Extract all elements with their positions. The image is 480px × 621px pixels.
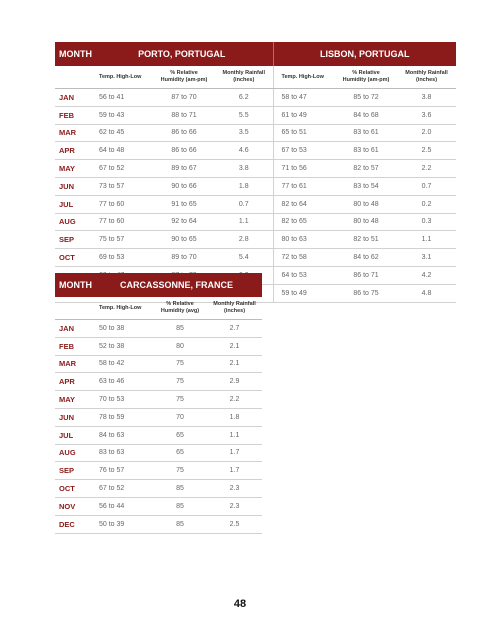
temp-cell: 61 to 49 bbox=[273, 106, 335, 124]
month-cell: AUG bbox=[55, 444, 91, 462]
rainfall-cell: 3.6 bbox=[397, 106, 456, 124]
temp-cell: 71 to 56 bbox=[273, 160, 335, 178]
rainfall-cell: 1.1 bbox=[397, 231, 456, 249]
humidity-cell: 85 bbox=[153, 480, 207, 498]
rainfall-cell: 2.1 bbox=[207, 337, 262, 355]
temp-cell: 59 to 49 bbox=[273, 284, 335, 302]
temp-cell: 67 to 52 bbox=[91, 160, 153, 178]
month-cell: AUG bbox=[55, 213, 91, 231]
table-row bbox=[55, 480, 262, 498]
subheader-rainfall: Monthly Rainfall (inches) bbox=[207, 297, 262, 320]
rainfall-cell: 0.7 bbox=[397, 177, 456, 195]
table-row bbox=[55, 160, 456, 178]
month-cell: MAY bbox=[55, 391, 91, 409]
temp-cell: 73 to 57 bbox=[91, 177, 153, 195]
month-cell: DEC bbox=[55, 515, 91, 533]
rainfall-cell: 2.2 bbox=[397, 160, 456, 178]
temp-cell: 50 to 38 bbox=[91, 320, 153, 338]
rainfall-cell: 0.2 bbox=[397, 195, 456, 213]
humidity-cell: 92 to 64 bbox=[153, 213, 215, 231]
temp-cell: 64 to 48 bbox=[91, 142, 153, 160]
temp-cell: 77 to 60 bbox=[91, 213, 153, 231]
month-cell: SEP bbox=[55, 231, 91, 249]
temp-cell: 72 to 58 bbox=[273, 249, 335, 267]
temp-cell: 56 to 41 bbox=[91, 89, 153, 107]
rainfall-cell: 1.1 bbox=[207, 426, 262, 444]
humidity-cell: 85 bbox=[153, 497, 207, 515]
temp-cell: 69 to 53 bbox=[91, 249, 153, 267]
humidity-cell: 86 to 66 bbox=[153, 124, 215, 142]
temp-cell: 59 to 43 bbox=[91, 106, 153, 124]
rainfall-cell: 1.7 bbox=[207, 444, 262, 462]
table-row bbox=[55, 231, 456, 249]
humidity-cell: 86 to 75 bbox=[335, 284, 397, 302]
table-header-row bbox=[55, 42, 456, 66]
humidity-cell: 80 to 48 bbox=[335, 213, 397, 231]
subheader-rainfall: Monthly Rainfall (inches) bbox=[397, 66, 456, 89]
temp-cell: 82 to 65 bbox=[273, 213, 335, 231]
month-cell: OCT bbox=[55, 480, 91, 498]
humidity-cell: 65 bbox=[153, 444, 207, 462]
table-row bbox=[55, 462, 262, 480]
month-cell: NOV bbox=[55, 497, 91, 515]
rainfall-cell: 3.5 bbox=[215, 124, 273, 142]
humidity-cell: 83 to 54 bbox=[335, 177, 397, 195]
humidity-cell: 83 to 61 bbox=[335, 124, 397, 142]
humidity-cell: 85 to 72 bbox=[335, 89, 397, 107]
temp-cell: 50 to 39 bbox=[91, 515, 153, 533]
rainfall-cell: 3.8 bbox=[397, 89, 456, 107]
rainfall-cell: 2.2 bbox=[207, 391, 262, 409]
rainfall-cell: 1.8 bbox=[215, 177, 273, 195]
rainfall-cell: 2.8 bbox=[215, 231, 273, 249]
humidity-cell: 82 to 51 bbox=[335, 231, 397, 249]
humidity-cell: 75 bbox=[153, 462, 207, 480]
humidity-cell: 91 to 65 bbox=[153, 195, 215, 213]
table-row bbox=[55, 391, 262, 409]
temp-cell: 58 to 47 bbox=[273, 89, 335, 107]
humidity-cell: 83 to 61 bbox=[335, 142, 397, 160]
temp-cell: 56 to 44 bbox=[91, 497, 153, 515]
rainfall-cell: 2.9 bbox=[207, 373, 262, 391]
subheader-humidity: % Relative Humidity (am-pm) bbox=[153, 66, 215, 89]
table-row bbox=[55, 124, 456, 142]
rainfall-cell: 5.4 bbox=[215, 249, 273, 267]
rainfall-cell: 0.7 bbox=[215, 195, 273, 213]
table-row bbox=[55, 426, 262, 444]
humidity-cell: 75 bbox=[153, 355, 207, 373]
rainfall-cell: 1.8 bbox=[207, 408, 262, 426]
month-cell: MAR bbox=[55, 124, 91, 142]
temp-cell: 77 to 61 bbox=[273, 177, 335, 195]
table-row bbox=[55, 249, 456, 267]
rainfall-cell: 3.8 bbox=[215, 160, 273, 178]
temp-cell: 65 to 51 bbox=[273, 124, 335, 142]
month-cell: FEB bbox=[55, 337, 91, 355]
rainfall-cell: 2.5 bbox=[397, 142, 456, 160]
temp-cell: 77 to 60 bbox=[91, 195, 153, 213]
temp-cell: 83 to 63 bbox=[91, 444, 153, 462]
table-row bbox=[55, 106, 456, 124]
temp-cell: 78 to 59 bbox=[91, 408, 153, 426]
city-header-lisbon: LISBON, PORTUGAL bbox=[273, 42, 456, 66]
rainfall-cell: 6.2 bbox=[215, 89, 273, 107]
rainfall-cell: 2.7 bbox=[207, 320, 262, 338]
month-cell: JAN bbox=[55, 320, 91, 338]
month-column-header: MONTH bbox=[55, 42, 91, 66]
subheader-temp: Temp. High-Low bbox=[273, 66, 335, 89]
humidity-cell: 70 bbox=[153, 408, 207, 426]
month-cell: MAR bbox=[55, 355, 91, 373]
subheader-humidity: % Relative Humidity (am-pm) bbox=[335, 66, 397, 89]
month-cell: APR bbox=[55, 142, 91, 160]
humidity-cell: 87 to 70 bbox=[153, 89, 215, 107]
humidity-cell: 89 to 67 bbox=[153, 160, 215, 178]
humidity-cell: 90 to 66 bbox=[153, 177, 215, 195]
temp-cell: 80 to 63 bbox=[273, 231, 335, 249]
table-row bbox=[55, 89, 456, 107]
month-cell: FEB bbox=[55, 106, 91, 124]
subheader-temp: Temp. High-Low bbox=[91, 66, 153, 89]
rainfall-cell: 1.1 bbox=[215, 213, 273, 231]
month-cell: JUL bbox=[55, 426, 91, 444]
rainfall-cell: 1.7 bbox=[207, 462, 262, 480]
rainfall-cell: 4.2 bbox=[397, 266, 456, 284]
table-row bbox=[55, 320, 262, 338]
table-row bbox=[55, 408, 262, 426]
table-row bbox=[55, 515, 262, 533]
month-column-header: MONTH bbox=[55, 273, 91, 297]
rainfall-cell: 2.5 bbox=[207, 515, 262, 533]
humidity-cell: 84 to 62 bbox=[335, 249, 397, 267]
city-header-porto: PORTO, PORTUGAL bbox=[91, 42, 273, 66]
table-row bbox=[55, 337, 262, 355]
humidity-cell: 85 bbox=[153, 320, 207, 338]
table-subheader-row bbox=[55, 297, 262, 320]
table-row bbox=[55, 373, 262, 391]
table-row bbox=[55, 213, 456, 231]
humidity-cell: 84 to 68 bbox=[335, 106, 397, 124]
rainfall-cell: 0.3 bbox=[397, 213, 456, 231]
table-header-row bbox=[55, 273, 262, 297]
humidity-cell: 89 to 70 bbox=[153, 249, 215, 267]
temp-cell: 58 to 42 bbox=[91, 355, 153, 373]
rainfall-cell: 4.8 bbox=[397, 284, 456, 302]
climate-table-portugal bbox=[55, 42, 456, 303]
humidity-cell: 80 bbox=[153, 337, 207, 355]
humidity-cell: 86 to 66 bbox=[153, 142, 215, 160]
month-cell: JUN bbox=[55, 408, 91, 426]
humidity-cell: 65 bbox=[153, 426, 207, 444]
table-row bbox=[55, 497, 262, 515]
rainfall-cell: 2.3 bbox=[207, 497, 262, 515]
rainfall-cell: 5.5 bbox=[215, 106, 273, 124]
temp-cell: 75 to 57 bbox=[91, 231, 153, 249]
month-cell: JAN bbox=[55, 89, 91, 107]
table-row bbox=[55, 444, 262, 462]
subheader-rainfall: Monthly Rainfall (inches) bbox=[215, 66, 273, 89]
subheader-temp: Temp. High-Low bbox=[91, 297, 153, 320]
city-header-carcassonne: CARCASSONNE, FRANCE bbox=[91, 273, 262, 297]
month-cell: JUN bbox=[55, 177, 91, 195]
humidity-cell: 86 to 71 bbox=[335, 266, 397, 284]
temp-cell: 64 to 53 bbox=[273, 266, 335, 284]
temp-cell: 70 to 53 bbox=[91, 391, 153, 409]
temp-cell: 62 to 45 bbox=[91, 124, 153, 142]
page-number: 48 bbox=[233, 598, 247, 610]
rainfall-cell: 2.1 bbox=[207, 355, 262, 373]
rainfall-cell: 3.1 bbox=[397, 249, 456, 267]
temp-cell: 67 to 52 bbox=[91, 480, 153, 498]
humidity-cell: 88 to 71 bbox=[153, 106, 215, 124]
humidity-cell: 75 bbox=[153, 391, 207, 409]
month-cell: APR bbox=[55, 373, 91, 391]
table-row bbox=[55, 177, 456, 195]
temp-cell: 76 to 57 bbox=[91, 462, 153, 480]
month-cell: MAY bbox=[55, 160, 91, 178]
temp-cell: 84 to 63 bbox=[91, 426, 153, 444]
table-row bbox=[55, 355, 262, 373]
humidity-cell: 82 to 57 bbox=[335, 160, 397, 178]
rainfall-cell: 2.3 bbox=[207, 480, 262, 498]
humidity-cell: 85 bbox=[153, 515, 207, 533]
temp-cell: 67 to 53 bbox=[273, 142, 335, 160]
table-row bbox=[55, 142, 456, 160]
temp-cell: 63 to 46 bbox=[91, 373, 153, 391]
humidity-cell: 90 to 65 bbox=[153, 231, 215, 249]
table-subheader-row bbox=[55, 66, 456, 89]
rainfall-cell: 2.0 bbox=[397, 124, 456, 142]
humidity-cell: 80 to 48 bbox=[335, 195, 397, 213]
temp-cell: 82 to 64 bbox=[273, 195, 335, 213]
temp-cell: 52 to 38 bbox=[91, 337, 153, 355]
humidity-cell: 75 bbox=[153, 373, 207, 391]
rainfall-cell: 4.6 bbox=[215, 142, 273, 160]
climate-table-carcassonne bbox=[55, 273, 262, 534]
table-row bbox=[55, 195, 456, 213]
subheader-humidity: % Relative Humidity (avg) bbox=[153, 297, 207, 320]
month-cell: JUL bbox=[55, 195, 91, 213]
month-cell: OCT bbox=[55, 249, 91, 267]
month-cell: SEP bbox=[55, 462, 91, 480]
